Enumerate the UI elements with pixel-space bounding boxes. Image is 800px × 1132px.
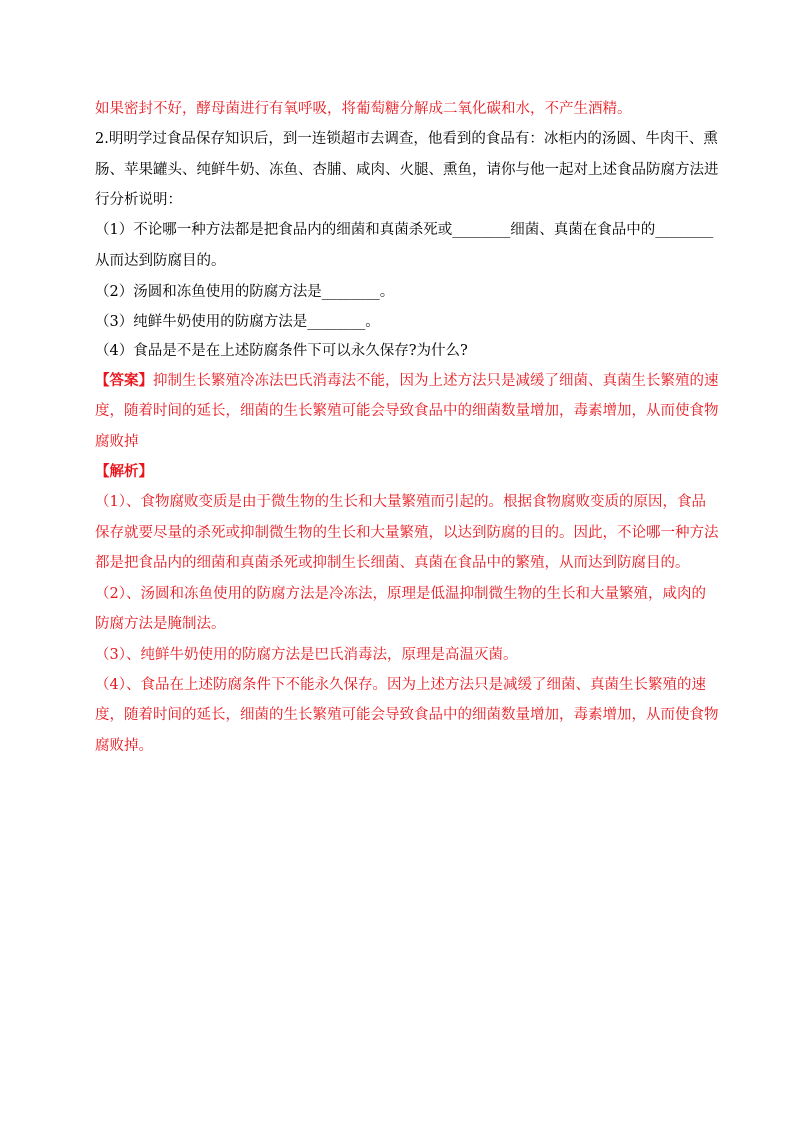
analysis-p4-line-2: 度，随着时间的延长，细菌的生长繁殖可能会导致食品中的细菌数量增加，毒素增加，从而使食物 [95,707,719,723]
answer-line-2: 度，随着时间的延长，细菌的生长繁殖可能会导致食品中的细菌数量增加，毒素增加，从而使食物 [95,403,719,419]
analysis-p1-line-1: （1）、食物腐败变质是由于微生物的生长和大量繁殖而引起的。根据食物腐败变质的原因，食品 [95,494,706,510]
answer-line-3: 腐败掉 [95,434,139,450]
question-stem-line-2: 肠、苹果罐头、纯鲜牛奶、冻鱼、杏脯、咸肉、火腿、熏鱼，请你与他一起对上述食品防腐方法进 [95,162,719,178]
intro-answer-line: 如果密封不好，酵母菌进行有氧呼吸，将葡萄糖分解成二氧化碳和水，不产生酒精。 [95,101,632,117]
answer-line-1 [95,371,719,391]
subquestion-1-line-2: 从而达到防腐目的。 [95,253,226,269]
analysis-label: 【解析】 [95,463,153,480]
analysis-p1-line-2: 保存就要尽量的杀死或抑制微生物的生长和大量繁殖，以达到防腐的目的。因此，不论哪一种方法 [95,525,719,541]
subquestion-3: （3）纯鲜牛奶使用的防腐方法是________。 [95,314,380,330]
question-stem-line-3: 行分析说明： [95,192,182,208]
analysis-p3-line-1: （3）、纯鲜牛奶使用的防腐方法是巴氏消毒法，原理是高温灭菌。 [95,647,518,663]
analysis-p2-line-2: 防腐方法是腌制法。 [95,616,226,632]
analysis-p4-line-3: 腐败掉。 [95,738,153,754]
analysis-p4-line-1: （4）、食品在上述防腐条件下不能永久保存。因为上述方法只是减缓了细菌、真菌生长繁殖的速 [95,677,706,693]
subquestion-2: （2）汤圆和冻鱼使用的防腐方法是________。 [95,284,395,300]
analysis-p1-line-3: 都是把食品内的细菌和真菌杀死或抑制生长细菌、真菌在食品中的繁殖，从而达到防腐目的。 [95,555,690,571]
question-stem-line-1: 2.明明学过食品保存知识后，到一连锁超市去调查，他看到的食品有：冰柜内的汤圆、牛肉干、熏 [95,131,718,147]
analysis-p2-line-1: （2）、汤圆和冻鱼使用的防腐方法是冷冻法，原理是低温抑制微生物的生长和大量繁殖，咸肉的 [95,586,706,602]
answer-text: 抑制生长繁殖冷冻法巴氏消毒法不能，因为上述方法只是减缓了细菌、真菌生长繁殖的速 [153,373,719,389]
answer-label: 【答案】 [95,372,153,389]
subquestion-1-line-1: （1）不论哪一种方法都是把食品内的细菌和真菌杀死或________细菌、真菌在食品中的________ [95,222,714,238]
subquestion-4: （4）食品是不是在上述防腐条件下可以永久保存?为什么? [95,343,468,359]
